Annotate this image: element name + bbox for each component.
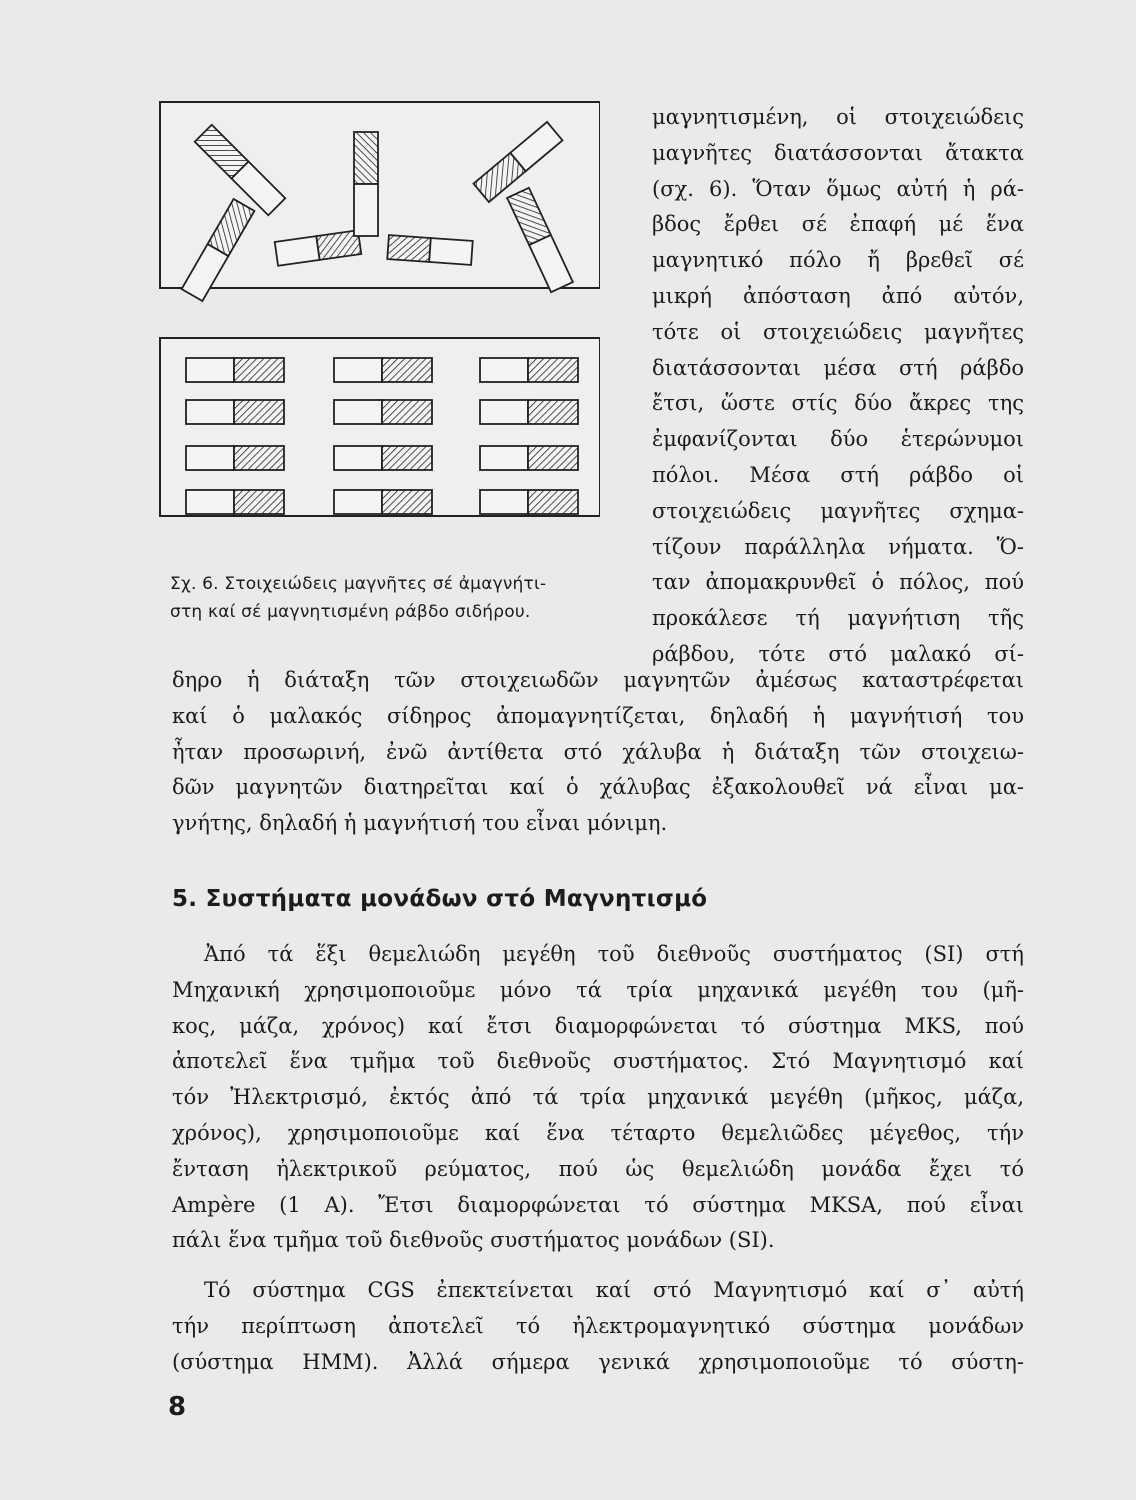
text-line: δῶν μαγνητῶν διατηρεῖται καί ὁ χάλυβας ἐξακολουθεῖ νά εἶναι μα- xyxy=(172,775,1024,800)
text-line: (σχ. 6). Ὅταν ὅμως αὐτή ἡ ρά- xyxy=(652,176,1024,201)
text-line: βδος ἔρθει σέ ἐπαφή μέ ἕνα xyxy=(652,212,1024,237)
figure-caption xyxy=(170,570,650,626)
domains-diagram xyxy=(158,100,600,622)
caption-line: στη καί σέ μαγνητισμένη ράβδο σιδήρου. xyxy=(170,602,531,622)
text-line: Τό σύστημα CGS ἐπεκτείνεται καί στό Μαγνητισμό καί σ᾿ αὐτή xyxy=(204,1278,1024,1303)
text-line: ἦταν προσωρινή, ἐνῶ ἀντίθετα στό χάλυβα ἡ διάταξη τῶν στοιχειω- xyxy=(172,739,1024,764)
text-line: μαγνητισμένη, οἱ στοιχειώδεις xyxy=(652,105,1024,129)
paragraph-continuation xyxy=(172,663,1024,842)
text-line: προκάλεσε τή μαγνήτιση τῆς xyxy=(652,606,1024,631)
text-line: Ampère (1 A). Ἔτσι διαμορφώνεται τό σύστημα MKSA, πού εἶναι xyxy=(172,1192,1024,1217)
text-line: τίζουν παράλληλα νήματα. Ὅ- xyxy=(652,534,1024,559)
text-line: τόν Ἠλεκτρισμό, ἐκτός ἀπό τά τρία μηχανικά μεγέθη (μῆκος, μάζα, xyxy=(172,1085,1024,1110)
text-line: χρόνος), χρησιμοποιοῦμε καί ἕνα τέταρτο θεμελιῶδες μέγεθος, τήν xyxy=(172,1120,1024,1145)
text-line: (σύστημα HMM). Ἀλλά σήμερα γενικά χρησιμοποιοῦμε τό σύστη- xyxy=(172,1349,1024,1374)
text-line: Μηχανική χρησιμοποιοῦμε μόνο τά τρία μηχανικά μεγέθη του (μῆ- xyxy=(172,977,1024,1002)
text-line: πάλι ἕνα τμῆμα τοῦ διεθνοῦς συστήματος μονάδων (SI). xyxy=(172,1228,775,1253)
page-number: 8 xyxy=(168,1392,187,1422)
domain-magnet xyxy=(354,132,378,236)
section-body xyxy=(172,937,1024,1381)
text-line: ταν ἀπομακρυνθεῖ ὁ πόλος, πού xyxy=(652,570,1024,595)
text-line: Ἀπό τά ἕξι θεμελιώδη μεγέθη τοῦ διεθνοῦς συστήματος (SI) στή xyxy=(204,942,1024,966)
text-line: τήν περίπτωση ἀποτελεῖ τό ἠλεκτρομαγνητικό σύστημα μονάδων xyxy=(172,1313,1024,1338)
domain-magnet xyxy=(387,235,472,265)
right-column-text xyxy=(652,100,1024,673)
text-line: ἔτσι, ὥστε στίς δύο ἄκρες της xyxy=(652,391,1024,416)
text-line: μικρή ἀπόσταση ἀπό αὐτόν, xyxy=(652,283,1024,308)
text-line: ἐμφανίζονται δύο ἑτερώνυμοι xyxy=(652,427,1024,452)
text-line: ράβδου, τότε στό μαλακό σί- xyxy=(652,641,1024,666)
text-line: γνήτης, δηλαδή ἡ μαγνήτισή του εἶναι μόνιμη. xyxy=(172,811,668,836)
caption-line: Σχ. 6. Στοιχειώδεις μαγνῆτες σέ ἀμαγνήτι- xyxy=(170,574,547,594)
section-heading: 5. Συστήματα μονάδων στό Μαγνητισμό xyxy=(172,886,708,912)
text-line: δηρο ἡ διάταξη τῶν στοιχειωδῶν μαγνητῶν ἀμέσως καταστρέφεται xyxy=(172,668,1024,692)
text-line: κος, μάζα, χρόνος) καί ἔτσι διαμορφώνεται τό σύστημα MKS, πού xyxy=(172,1013,1024,1038)
text-line: ἔνταση ἠλεκτρικοῦ ρεύματος, πού ὡς θεμελιώδη μονάδα ἔχει τό xyxy=(172,1156,1024,1181)
text-line: ἀποτελεῖ ἕνα τμῆμα τοῦ διεθνοῦς συστήματος. Στό Μαγνητισμό καί xyxy=(172,1049,1024,1074)
text-line: πόλοι. Μέσα στή ράβδο οἱ xyxy=(652,462,1024,487)
text-line: στοιχειώδεις μαγνῆτες σχημα- xyxy=(652,498,1024,523)
text-line: καί ὁ μαλακός σίδηρος ἀπομαγνητίζεται, δηλαδή ἡ μαγνήτισή του xyxy=(172,703,1024,728)
text-line: μαγνητικό πόλο ἤ βρεθεῖ σέ xyxy=(652,248,1024,273)
text-line: διατάσσονται μέσα στή ράβδο xyxy=(652,355,1024,380)
magnet-figure xyxy=(158,100,600,622)
text-line: τότε οἱ στοιχειώδεις μαγνῆτες xyxy=(652,319,1024,344)
text-line: μαγνῆτες διατάσσονται ἄτακτα xyxy=(652,140,1024,165)
